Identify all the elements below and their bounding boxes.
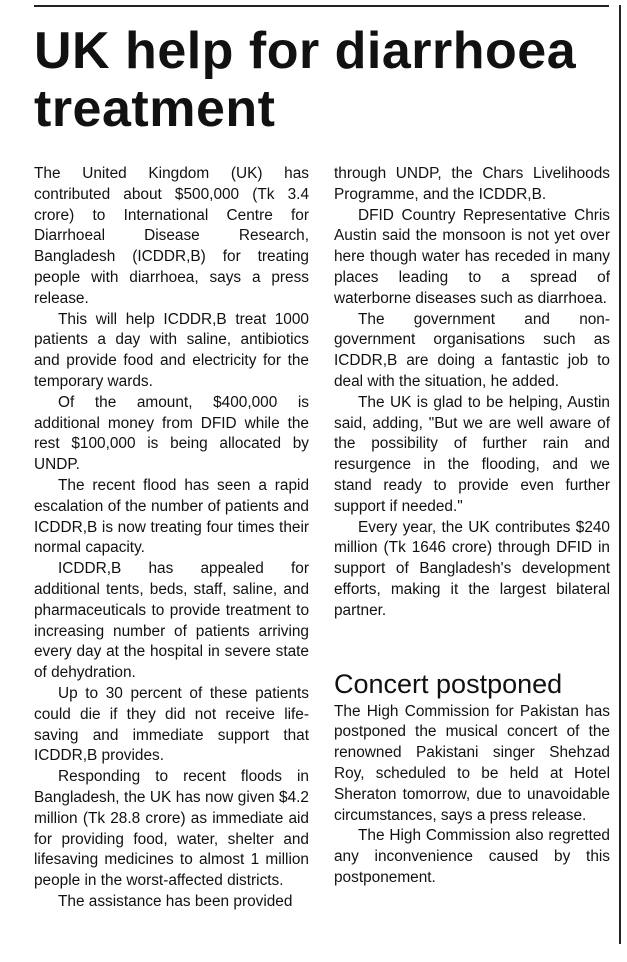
column-rule-right: [619, 5, 621, 944]
article-paragraph: The assistance has been provided: [58, 892, 293, 910]
article-column-left: [34, 164, 309, 913]
article-paragraph: The UK is glad to be helping, Austin said, adding, "But we are well aware of the possibility of further rain and resurgence in the flooding, and we stand ready to provide even further support if needed.": [334, 393, 610, 515]
article-paragraph: Of the amount, $400,000 is additional money from DFID while the rest $100,000 is being allocated by UNDP.: [34, 393, 309, 474]
top-rule: [34, 5, 609, 7]
concert-paragraph: The High Commission also regretted any inconvenience caused by this postponement.: [334, 827, 610, 886]
article-paragraph: Every year, the UK contributes $240 million (Tk 1646 crore) through DFID in support of Bangladesh's development efforts, making it the largest bilateral partner.: [334, 518, 610, 619]
article-paragraph: Up to 30 percent of these patients could die if they did not receive life-saving and immediate support that ICDDR,B provides.: [34, 684, 309, 765]
article-paragraph: This will help ICDDR,B treat 1000 patients a day with saline, antibiotics and provide food and electricity for the temporary wards.: [34, 310, 309, 390]
article-paragraph: The United Kingdom (UK) has contributed about $500,000 (Tk 3.4 crore) to International Centre for Diarrhoeal Disease Research, Bangladesh (ICDDR,B) for treating people with diarrhoea, says a press release.: [34, 165, 309, 307]
concert-paragraph: The High Commission for Pakistan has postponed the musical concert of the renowned Pakistani singer Shehzad Roy, scheduled to be held at Hotel Sheraton tomorrow, due to unavoidable circumstances, says a press release.: [334, 702, 610, 824]
article-paragraph: DFID Country Representative Chris Austin said the monsoon is not yet over here though water has receded in many places leading to a spread of waterborne diseases such as diarrhoea.: [334, 206, 610, 307]
article-paragraph: Responding to recent floods in Bangladesh, the UK has now given $4.2 million (Tk 28.8 crore) as immediate aid for providing food, water, shelter and lifesaving medicines to almost 1 million people in the worst-affected districts.: [34, 768, 309, 890]
article-headline: UK help for diarrhoea treatment: [34, 22, 577, 138]
article-paragraph: ICDDR,B has appealed for additional tents, beds, staff, saline, and pharmaceuticals to provide treatment to increasing number of patients arriving every day at the hospital in severe state of dehydration.: [34, 560, 309, 682]
article-paragraph: The government and non-government organisations such as ICDDR,B are doing a fantastic job to deal with the situation, he added.: [334, 310, 610, 390]
article-paragraph: through UNDP, the Chars Livelihoods Programme, and the ICDDR,B.: [334, 165, 610, 203]
article-paragraph: The recent flood has seen a rapid escalation of the number of patients and ICDDR,B is now treating four times their normal capacity.: [34, 476, 309, 557]
concert-headline: Concert postponed: [334, 668, 563, 699]
article-column-right: [334, 164, 610, 889]
